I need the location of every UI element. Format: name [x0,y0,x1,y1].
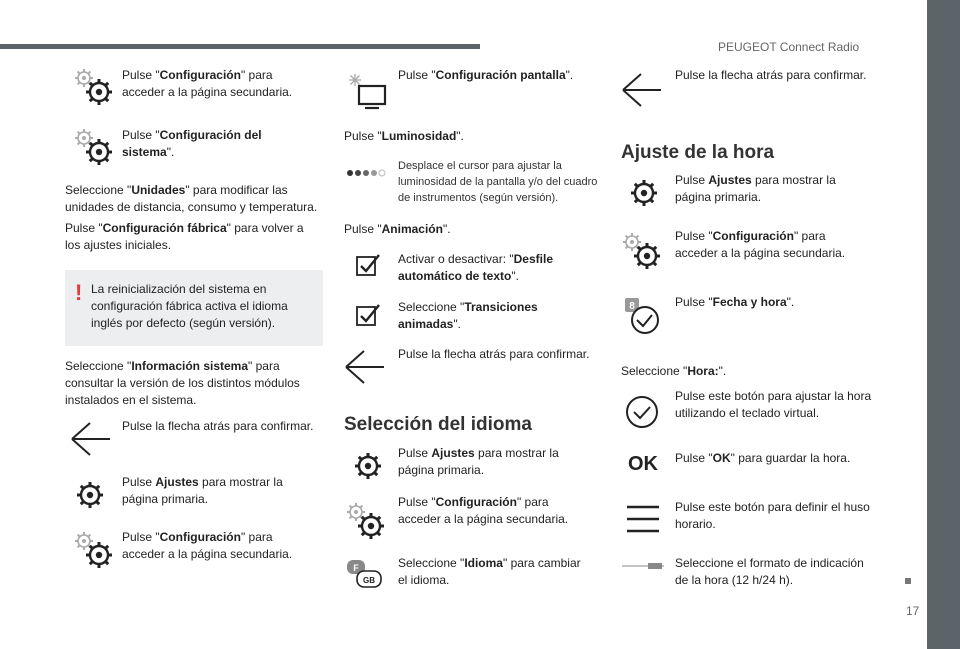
back-arrow-icon[interactable] [70,421,114,459]
date-time-icon[interactable] [623,296,663,336]
settings-gears-icon[interactable] [73,529,115,571]
settings-gears-icon[interactable] [621,230,663,272]
brightness-slider-icon[interactable] [345,168,391,178]
back-arrow-icon[interactable] [621,72,665,110]
instruction-ajustes: Pulse Ajustes para mostrar la página primaria. [398,446,559,477]
settings-gears-icon[interactable] [345,500,387,542]
language-flags-icon[interactable] [345,558,385,590]
settings-gear-icon[interactable] [73,478,109,514]
warning-icon: ! [75,280,83,305]
instruction-formato-hora: Seleccione el formato de indicación de la hora (12 h/24 h). [675,556,864,587]
warning-text: La reinicialización del sistema en configuración fábrica activa el idioma inglés por defecto (según versión). [91,282,288,330]
paragraph-animacion: Pulse "Animación". [344,222,451,236]
settings-gears-icon[interactable] [73,66,115,108]
instruction-ajustes: Pulse Ajustes para mostrar la página primaria. [675,173,836,204]
instruction-config-pantalla: Pulse "Configuración pantalla". [398,68,574,82]
instruction-back: Pulse la flecha atrás para confirmar. [122,419,314,433]
heading-ajuste-hora: Ajuste de la hora [621,142,775,163]
instruction-config-sistema: Pulse "Configuración del sistema". [122,128,262,159]
settings-gear-icon[interactable] [351,449,387,485]
instruction-ajustar-hora: Pulse este botón para ajustar la hora utilizando el teclado virtual. [675,389,872,420]
instruction-back: Pulse la flecha atrás para confirmar. [675,68,867,82]
back-arrow-icon[interactable] [344,349,388,387]
paragraph-luminosidad: Pulse "Luminosidad". [344,129,464,143]
ok-button-icon[interactable]: OK [628,453,658,475]
page-number: 17 [906,604,920,618]
instruction-transiciones: Seleccione "Transiciones animadas". [398,300,538,331]
side-tab-strip [927,0,960,649]
display-settings-icon[interactable] [345,72,389,110]
instruction-configuracion: Pulse "Configuración" para acceder a la página secundaria. [122,530,293,561]
brightness-description: Desplace el cursor para ajustar la luminosidad de la pantalla y/o del cuadro de instrumentos (según versión). [398,160,598,204]
header-rule [0,44,480,49]
instruction-idioma: Seleccione "Idioma" para cambiar el idioma. [398,556,581,587]
paragraph-hora: Seleccione "Hora:". [621,364,727,378]
settings-gears-icon[interactable] [73,126,115,168]
flag-f-label: F [353,563,359,573]
page-header-title: PEUGEOT Connect Radio [718,40,860,54]
instruction-desfile: Activar o desactivar: "Desfile automático de texto". [398,252,553,283]
menu-lines-icon[interactable] [625,503,661,535]
heading-seleccion-idioma: Selección del idioma [344,414,532,435]
instruction-back: Pulse la flecha atrás para confirmar. [398,347,590,361]
date-badge-label: 8 [629,301,635,312]
paragraph-config-fabrica: Pulse "Configuración fábrica" para volver a los ajustes iniciales. [65,221,304,252]
instruction-huso-horario: Pulse este botón para definir el huso horario. [675,500,870,531]
paragraph-info-sistema: Seleccione "Información sistema" para consultar la versión de los distintos módulos instalados en el sistema. [65,359,300,407]
instruction-fecha-hora: Pulse "Fecha y hora". [675,295,795,309]
instruction-configuracion: Pulse "Configuración" para acceder a la página secundaria. [398,495,569,526]
instruction-configuracion: Pulse "Configuración" para acceder a la página secundaria. [675,229,846,260]
format-toggle-icon[interactable] [621,560,665,572]
time-keyboard-icon[interactable] [624,394,660,430]
instruction-ajustes: Pulse Ajustes para mostrar la página primaria. [122,475,283,506]
instruction-configuracion: Pulse "Configuración" para acceder a la página secundaria. [122,68,293,99]
instruction-ok: Pulse "OK" para guardar la hora. [675,451,851,465]
checkbox-checked-icon[interactable] [355,303,383,329]
checkbox-checked-icon[interactable] [355,253,383,279]
continued-marker [905,578,911,584]
paragraph-unidades: Seleccione "Unidades" para modificar las unidades de distancia, consumo y temperatura. [65,183,318,214]
settings-gear-icon[interactable] [627,176,663,212]
flag-gb-label: GB [363,576,375,585]
